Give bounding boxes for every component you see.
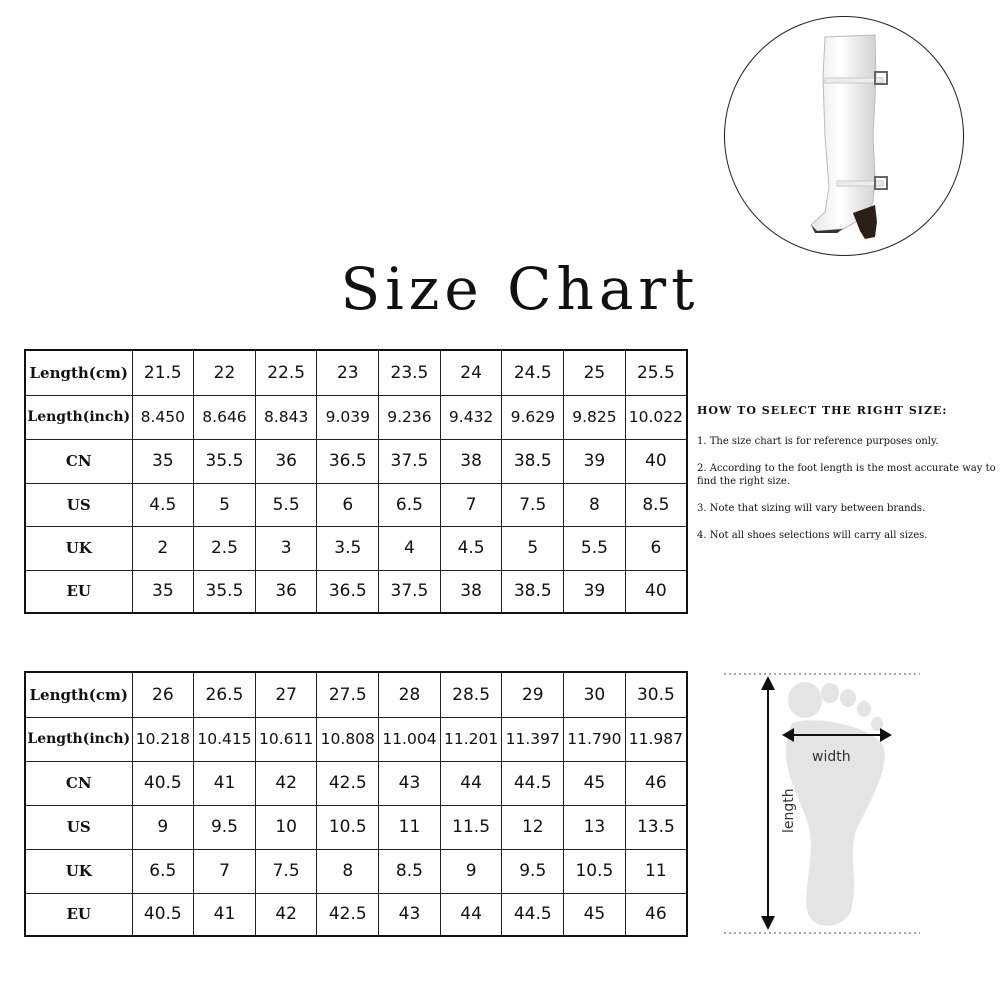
table-cell: 12 [502,805,564,849]
table-cell: 5.5 [255,483,317,526]
table-cell: 42 [255,893,317,936]
size-guide-notes [697,404,1007,556]
guide-note: 3. Note that sizing will vary between brands. [697,503,926,515]
page-title: Size Chart [340,255,700,323]
table-cell: 11 [625,849,687,893]
table-cell: 5.5 [564,526,626,570]
table-cell: 46 [625,761,687,805]
table-cell: 35.5 [194,570,256,613]
table-cell: 40 [625,570,687,613]
foot-measurement-diagram [722,668,922,938]
table-cell: 9.825 [564,395,626,439]
table-cell: 9.039 [317,395,379,439]
guide-heading: HOW TO SELECT THE RIGHT SIZE: [697,404,948,417]
guide-note: 4. Not all shoes selections will carry all sizes. [697,530,928,542]
table-row [25,395,687,439]
size-table-2 [24,671,688,937]
table-cell: 36.5 [317,439,379,483]
table-cell: 39 [564,570,626,613]
table-cell: 4.5 [132,483,194,526]
table-cell: 28 [379,672,441,717]
table-cell: 8 [564,483,626,526]
table-row [25,483,687,526]
table-cell: 22 [194,350,256,395]
table-cell: 6 [625,526,687,570]
table-row [25,526,687,570]
table-cell: 2 [132,526,194,570]
table-cell: 11.201 [440,717,502,761]
table-cell: 38.5 [502,439,564,483]
table-cell: 23 [317,350,379,395]
table-cell: 7 [440,483,502,526]
table-cell: 10.808 [317,717,379,761]
table-cell: 23.5 [379,350,441,395]
table-cell: 10.415 [194,717,256,761]
boot-illustration [725,17,964,256]
row-label: US [25,805,132,849]
table-cell: 9.5 [194,805,256,849]
table-cell: 8.450 [132,395,194,439]
table-cell: 26 [132,672,194,717]
table-cell: 8 [317,849,379,893]
table-cell: 9.5 [502,849,564,893]
length-label: length [781,788,797,833]
table-row [25,761,687,805]
table-cell: 11.987 [625,717,687,761]
table-cell: 24.5 [502,350,564,395]
table-cell: 44.5 [502,761,564,805]
table-cell: 28.5 [440,672,502,717]
table-row [25,350,687,395]
table-row [25,672,687,717]
table-cell: 42.5 [317,893,379,936]
table-cell: 30.5 [625,672,687,717]
foot-diagram-svg [722,668,922,938]
table-cell: 40.5 [132,761,194,805]
row-label: CN [25,761,132,805]
table-cell: 11 [379,805,441,849]
table-cell: 40.5 [132,893,194,936]
table-cell: 24 [440,350,502,395]
table-cell: 38 [440,439,502,483]
foot-silhouette [786,682,885,926]
table-cell: 8.646 [194,395,256,439]
table-cell: 11.5 [440,805,502,849]
table-row [25,849,687,893]
table-cell: 44.5 [502,893,564,936]
table-cell: 37.5 [379,570,441,613]
table-cell: 26.5 [194,672,256,717]
table-cell: 38.5 [502,570,564,613]
row-label: Length(inch) [25,717,132,761]
table-cell: 43 [379,761,441,805]
table-cell: 36 [255,570,317,613]
row-label: UK [25,849,132,893]
table-cell: 6 [317,483,379,526]
table-cell: 45 [564,761,626,805]
table-cell: 43 [379,893,441,936]
table-cell: 39 [564,439,626,483]
table-cell: 36 [255,439,317,483]
table-cell: 8.843 [255,395,317,439]
row-label: Length(inch) [25,395,132,439]
table-row [25,805,687,849]
table-cell: 10 [255,805,317,849]
table-cell: 4.5 [440,526,502,570]
table-cell: 13 [564,805,626,849]
table-cell: 7.5 [502,483,564,526]
table-row [25,439,687,483]
table-cell: 42 [255,761,317,805]
table-cell: 10.5 [564,849,626,893]
table-cell: 25.5 [625,350,687,395]
table-cell: 22.5 [255,350,317,395]
row-label: CN [25,439,132,483]
table-cell: 27 [255,672,317,717]
row-label: Length(cm) [25,672,132,717]
table-cell: 10.611 [255,717,317,761]
table-cell: 27.5 [317,672,379,717]
table-cell: 35 [132,439,194,483]
table-cell: 3 [255,526,317,570]
table-cell: 9 [132,805,194,849]
table-cell: 8.5 [379,849,441,893]
table-cell: 21.5 [132,350,194,395]
table-cell: 46 [625,893,687,936]
table-cell: 5 [502,526,564,570]
row-label: Length(cm) [25,350,132,395]
table-cell: 35 [132,570,194,613]
table-cell: 9 [440,849,502,893]
table-cell: 8.5 [625,483,687,526]
table-cell: 3.5 [317,526,379,570]
table-cell: 45 [564,893,626,936]
table-row [25,717,687,761]
table-cell: 11.397 [502,717,564,761]
table-row [25,893,687,936]
table-cell: 7 [194,849,256,893]
row-label: EU [25,893,132,936]
guide-note: 1. The size chart is for reference purposes only. [697,436,939,448]
boot-product-image [724,16,964,256]
table-row [25,570,687,613]
table-cell: 11.004 [379,717,441,761]
row-label: UK [25,526,132,570]
size-table-1 [24,349,688,614]
table-cell: 9.432 [440,395,502,439]
table-cell: 29 [502,672,564,717]
table-cell: 35.5 [194,439,256,483]
table-cell: 30 [564,672,626,717]
table-cell: 9.629 [502,395,564,439]
table-cell: 40 [625,439,687,483]
table-cell: 9.236 [379,395,441,439]
table-cell: 6.5 [379,483,441,526]
table-cell: 10.022 [625,395,687,439]
table-cell: 38 [440,570,502,613]
table-cell: 42.5 [317,761,379,805]
table-cell: 11.790 [564,717,626,761]
row-label: US [25,483,132,526]
table-cell: 25 [564,350,626,395]
table-cell: 44 [440,761,502,805]
table-cell: 10.5 [317,805,379,849]
table-cell: 37.5 [379,439,441,483]
row-label: EU [25,570,132,613]
guide-note: 2. According to the foot length is the most accurate way to find the right size. [697,463,996,488]
length-arrow [761,676,775,930]
table-cell: 36.5 [317,570,379,613]
table-cell: 6.5 [132,849,194,893]
table-cell: 5 [194,483,256,526]
table-cell: 13.5 [625,805,687,849]
table-cell: 4 [379,526,441,570]
table-cell: 2.5 [194,526,256,570]
table-cell: 44 [440,893,502,936]
table-cell: 41 [194,893,256,936]
table-cell: 41 [194,761,256,805]
table-cell: 7.5 [255,849,317,893]
table-cell: 10.218 [132,717,194,761]
width-label: width [812,749,851,765]
